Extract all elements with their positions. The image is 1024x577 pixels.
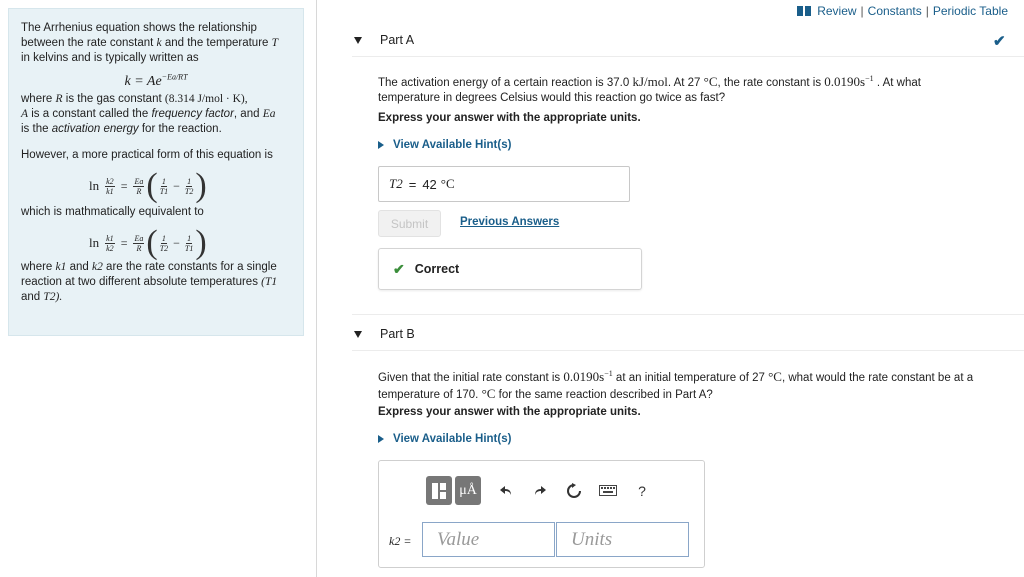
part-a-hint-toggle[interactable]: View Available Hint(s) bbox=[378, 139, 511, 151]
part-b-express-instruction: Express your answer with the appropriate units. bbox=[378, 406, 641, 418]
undo-icon[interactable] bbox=[493, 476, 519, 505]
part-b-question: Given that the initial rate constant is $0.0190s^{-1}$ at an initial temperature of 27 °C, what would the rate constant be at a temperature of 170. °C for the same reaction described in Part A? bbox=[378, 368, 974, 401]
part-b-hint-toggle[interactable]: View Available Hint(s) bbox=[378, 433, 511, 445]
link-separator: | bbox=[860, 4, 864, 18]
part-a-question: The activation energy of a certain reaction is 37.0 kJ/mol. At 27 °C, the rate constant is $0.0190s^{-1}$ . At what temperature in degrees Celsius would this reaction go twice as fast? bbox=[378, 73, 921, 104]
correct-feedback: ✔ Correct bbox=[378, 248, 642, 290]
previous-answers-link[interactable]: Previous Answers bbox=[460, 216, 560, 228]
redo-icon[interactable] bbox=[527, 476, 553, 505]
reset-icon[interactable] bbox=[561, 476, 587, 505]
checkmark-icon: ✔ bbox=[393, 260, 405, 277]
info-however: However, a more practical form of this equation is bbox=[21, 149, 273, 161]
column-divider bbox=[316, 0, 317, 577]
top-links bbox=[797, 4, 1008, 18]
review-link[interactable]: Review bbox=[817, 4, 857, 18]
units-symbol-button[interactable]: μÅ bbox=[455, 476, 481, 505]
collapse-triangle-icon bbox=[354, 331, 362, 338]
part-a-complete-check-icon: ✔ bbox=[993, 33, 1006, 50]
answer-unit: °C bbox=[440, 176, 455, 191]
arrhenius-equation: $k = Ae^{-Ea/RT}$ bbox=[124, 72, 188, 89]
answer-equals: = bbox=[408, 176, 417, 192]
k2-label: k2 = bbox=[389, 534, 412, 548]
info-equiv: which is mathmatically equivalent to bbox=[21, 206, 204, 218]
keyboard-icon[interactable] bbox=[595, 476, 621, 505]
info-intro: The Arrhenius equation shows the relationship between the rate constant k and the temperature T in kelvins and is typically written as bbox=[21, 22, 279, 64]
info-panel bbox=[8, 8, 304, 336]
answer-value: 42 bbox=[422, 176, 437, 192]
value-input[interactable]: Value bbox=[422, 522, 555, 557]
equation-toolbar bbox=[426, 476, 663, 505]
link-separator: | bbox=[925, 4, 929, 18]
part-a-header[interactable] bbox=[352, 27, 1024, 53]
part-b-header[interactable] bbox=[352, 321, 1024, 347]
submit-button[interactable]: Submit bbox=[378, 210, 441, 237]
part-b-divider-top bbox=[352, 314, 1024, 315]
info-where-k: where k1 and k2 are the rate constants for a single reaction at two different absolute temperatures (T1 and T2). bbox=[21, 261, 278, 303]
collapse-triangle-icon bbox=[354, 37, 362, 44]
info-where: where R is the gas constant (8.314 J/mol · K), A is a constant called the frequency factor, and Ea is the activation energy for the reaction. bbox=[21, 93, 276, 135]
expand-triangle-icon bbox=[378, 141, 384, 149]
part-a-answer-field[interactable] bbox=[378, 166, 630, 202]
part-b-title: Part B bbox=[380, 327, 415, 341]
part-a-express-instruction: Express your answer with the appropriate units. bbox=[378, 112, 641, 124]
log-equation-2: ln $\frac{k1}{k2}$ = $\frac{Ea}{R}$ ( $\frac{1}{T2}$ − $\frac{1}{T1}$ ) bbox=[89, 224, 207, 261]
templates-button[interactable] bbox=[426, 476, 452, 505]
book-icon bbox=[797, 6, 811, 16]
log-equation-1: ln $\frac{k2}{k1}$ = $\frac{Ea}{R}$ ( $\frac{1}{T1}$ − $\frac{1}{T2}$ ) bbox=[89, 167, 207, 204]
constants-link[interactable]: Constants bbox=[867, 4, 922, 18]
part-a-divider bbox=[352, 56, 1024, 57]
answer-variable: T2 bbox=[389, 176, 403, 191]
help-button[interactable]: ? bbox=[638, 482, 646, 499]
expand-triangle-icon bbox=[378, 435, 384, 443]
part-b-divider bbox=[352, 350, 1024, 351]
periodic-table-link[interactable]: Periodic Table bbox=[932, 4, 1008, 18]
units-input[interactable]: Units bbox=[556, 522, 689, 557]
part-a-title: Part A bbox=[380, 33, 415, 47]
templates-icon bbox=[432, 483, 446, 499]
